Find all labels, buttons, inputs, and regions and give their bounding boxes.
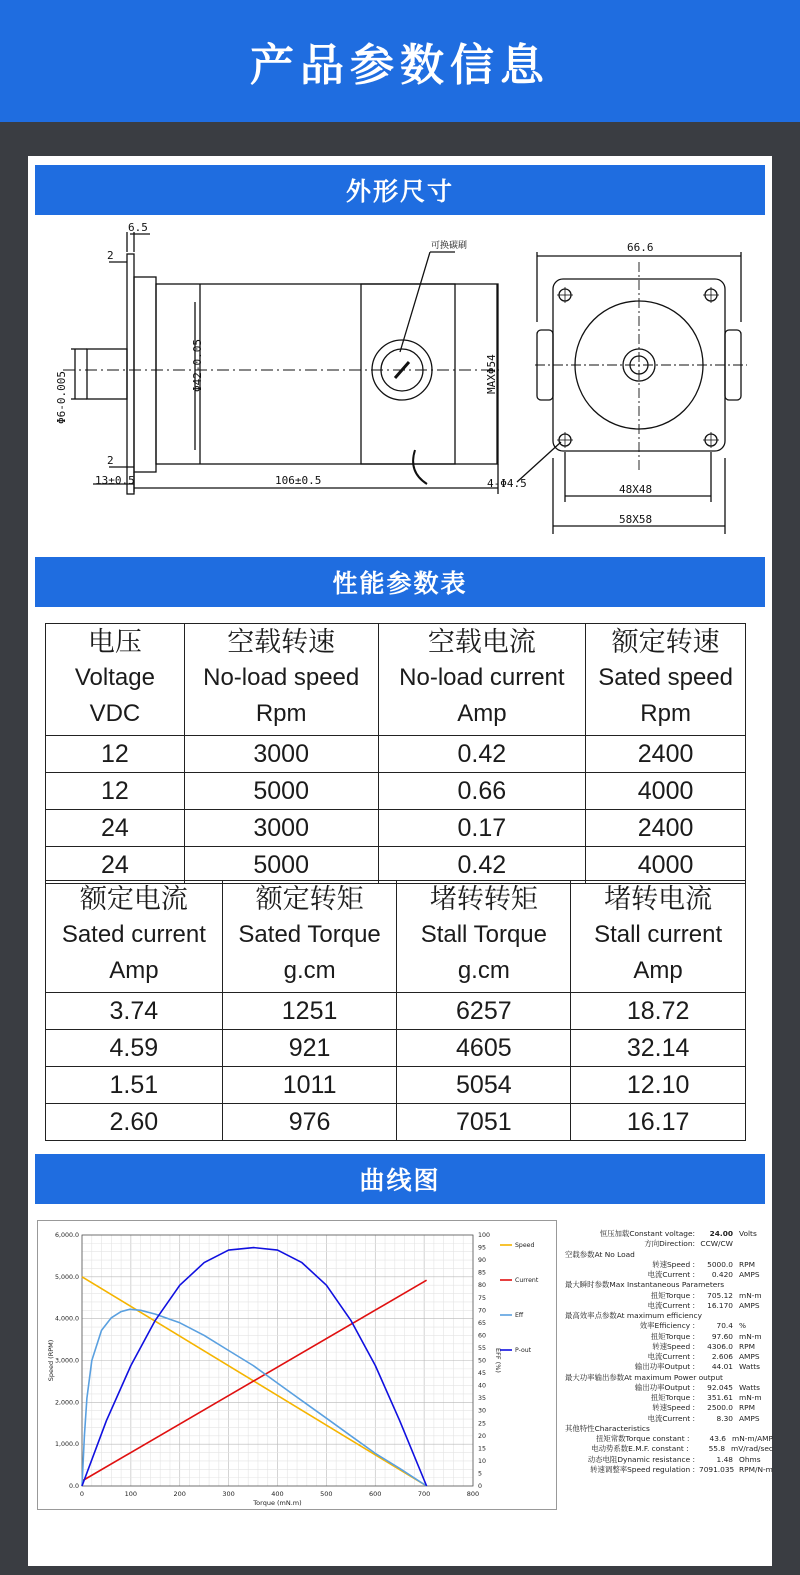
param-label: 扭矩Torque : — [650, 1290, 695, 1300]
param-row — [563, 1373, 773, 1383]
param-row — [563, 1332, 773, 1342]
chart-svg — [38, 1221, 556, 1509]
y-tick-label: 1,000.0 — [54, 1441, 79, 1449]
x-tick-label: 200 — [173, 1490, 186, 1498]
dim-2-bot: 2 — [107, 454, 114, 467]
legend-label-speed: Speed — [515, 1242, 535, 1249]
param-row — [563, 1424, 773, 1434]
param-value: 97.60 — [711, 1331, 733, 1341]
y2-tick-label: 0 — [478, 1483, 483, 1490]
table-row: 1.51 1011 5054 12.10 — [46, 1067, 746, 1104]
y-tick-label: 4,000.0 — [54, 1315, 79, 1323]
spec-table-2 — [45, 880, 746, 1141]
param-row — [563, 1321, 773, 1331]
section-title-performance: 性能参数表 — [332, 569, 468, 598]
y2-tick-label: 80 — [478, 1282, 487, 1290]
table-row: 12 3000 0.42 2400 — [46, 736, 746, 773]
param-unit: mN-m — [739, 1290, 762, 1300]
param-label: 电流Current : — [647, 1352, 695, 1361]
header-sated-current: 额定电流 Sated current Amp — [46, 881, 223, 993]
param-row — [563, 1270, 773, 1280]
param-row — [563, 1250, 773, 1260]
param-row — [563, 1280, 773, 1290]
param-label: 转速Speed : — [652, 1341, 695, 1351]
param-value: CCW/CW — [700, 1239, 733, 1249]
header-stall-current: 堵转电流 Stall current Amp — [571, 881, 746, 993]
param-unit: % — [739, 1321, 747, 1331]
param-unit: AMPS — [739, 1352, 760, 1361]
y2-tick-label: 15 — [478, 1445, 487, 1453]
param-unit — [733, 1239, 739, 1249]
table-row: 24 3000 0.17 2400 — [46, 810, 746, 847]
param-label: 方向Direction: — [644, 1239, 695, 1249]
dim-flange-dia: Φ42-0.05 — [191, 339, 204, 392]
param-label: 电流Current : — [647, 1413, 695, 1423]
y2-tick-label: 30 — [478, 1407, 487, 1415]
x-tick-label: 600 — [369, 1490, 382, 1498]
dim-max-dia: MAXΦ54 — [485, 354, 498, 394]
param-value: 7091.035 — [699, 1464, 735, 1474]
brush-housing — [361, 284, 455, 464]
table-row: 3.74 1251 6257 18.72 — [46, 993, 746, 1030]
header-sated-speed: 额定转速 Sated speed Rpm — [586, 624, 746, 736]
y2-tick-label: 75 — [478, 1294, 487, 1302]
param-row — [563, 1393, 773, 1403]
section-header-performance — [35, 557, 765, 607]
param-unit: AMPS — [739, 1300, 760, 1310]
param-heading: 最大瞬时参数Max Instantaneous Parameters — [565, 1280, 725, 1290]
param-label: 输出功率Output : — [634, 1382, 695, 1392]
param-unit: RPM — [739, 1341, 755, 1351]
dimension-drawing — [35, 222, 765, 540]
param-value: 70.4 — [716, 1321, 733, 1331]
param-row — [563, 1465, 773, 1475]
param-row — [563, 1342, 773, 1352]
param-label: 恒压加载Constant voltage: — [599, 1229, 695, 1238]
param-row — [563, 1291, 773, 1301]
param-label: 电流Current : — [647, 1300, 695, 1310]
dim-13: 13±0.5 — [95, 474, 135, 487]
param-unit: Ohms — [739, 1454, 761, 1464]
param-row — [563, 1403, 773, 1413]
param-row — [563, 1444, 773, 1454]
y-tick-label: 3,000.0 — [54, 1357, 79, 1365]
y-axis-label: Speed (RPM) — [47, 1339, 55, 1382]
dim-106: 106±0.5 — [275, 474, 322, 487]
x-tick-label: 800 — [466, 1490, 480, 1498]
param-label: 转速调整率Speed regulation : — [590, 1464, 695, 1474]
section-header-dimensions — [35, 165, 765, 215]
dim-6-5: 6.5 — [128, 222, 148, 234]
y2-axis-label: EFF (%) — [494, 1348, 502, 1373]
header-noload-speed: 空载转速 No-load speed Rpm — [184, 624, 378, 736]
param-row — [563, 1455, 773, 1465]
param-row — [563, 1362, 773, 1372]
shaft — [87, 349, 127, 399]
param-value: 705.12 — [707, 1290, 733, 1300]
flange-step — [134, 277, 156, 472]
param-label: 扭矩Torque : — [650, 1393, 695, 1402]
param-row — [563, 1352, 773, 1362]
param-row — [563, 1434, 773, 1444]
param-unit: Volts — [739, 1229, 757, 1238]
param-value: 44.01 — [711, 1362, 733, 1372]
param-value: 351.61 — [707, 1393, 733, 1402]
table-row: 2.60 976 7051 16.17 — [46, 1104, 746, 1141]
param-unit: Watts — [739, 1362, 761, 1372]
param-heading: 最大功率输出参数At maximum Power output — [565, 1372, 723, 1382]
header-stall-torque: 堵转转矩 Stall Torque g.cm — [397, 881, 571, 993]
y2-tick-label: 35 — [478, 1395, 487, 1403]
y2-tick-label: 45 — [478, 1370, 487, 1378]
param-value: 16.170 — [707, 1300, 733, 1310]
dim-66-6: 66.6 — [627, 241, 654, 254]
param-unit: mN-m/AMP — [732, 1434, 773, 1443]
param-row — [563, 1311, 773, 1321]
header-noload-current: 空载电流 No-load current Amp — [378, 624, 586, 736]
param-value: 8.30 — [716, 1413, 733, 1423]
top-banner — [0, 0, 800, 122]
y2-tick-label: 25 — [478, 1420, 487, 1428]
y2-tick-label: 20 — [478, 1432, 487, 1440]
y2-tick-label: 100 — [478, 1232, 491, 1239]
y2-tick-label: 5 — [478, 1470, 483, 1478]
y2-tick-label: 95 — [478, 1244, 487, 1252]
param-value: 2.606 — [711, 1352, 733, 1361]
param-value: 92.045 — [707, 1382, 733, 1392]
y2-tick-label: 65 — [478, 1319, 487, 1327]
param-value: 4306.0 — [707, 1341, 733, 1351]
param-row — [563, 1414, 773, 1424]
y-tick-label: 6,000.0 — [54, 1232, 79, 1239]
parameter-list — [563, 1229, 773, 1475]
param-value: 43.6 — [709, 1434, 727, 1443]
header-sated-torque: 额定转矩 Sated Torque g.cm — [222, 881, 397, 993]
table-row: 12 5000 0.66 4000 — [46, 773, 746, 810]
param-unit: RPM/N-m — [739, 1464, 773, 1474]
param-row — [563, 1260, 773, 1270]
x-tick-label: 300 — [222, 1490, 235, 1498]
y2-tick-label: 40 — [478, 1382, 487, 1390]
param-heading: 其他特性Characteristics — [565, 1423, 650, 1433]
y2-tick-label: 55 — [478, 1344, 487, 1352]
x-tick-label: 0 — [79, 1490, 85, 1498]
param-value: 2500.0 — [707, 1403, 733, 1413]
dim-58: 58X58 — [619, 513, 653, 526]
table-row: 4.59 921 4605 32.14 — [46, 1030, 746, 1067]
param-label: 扭矩Torque : — [650, 1331, 695, 1341]
section-title-curves: 曲线图 — [359, 1166, 441, 1195]
x-tick-label: 100 — [124, 1490, 138, 1498]
spec-table-1 — [45, 623, 746, 884]
param-value: 24.00 — [709, 1229, 733, 1238]
param-unit: RPM — [739, 1259, 755, 1269]
param-row — [563, 1229, 773, 1239]
param-label: 动态电阻Dynamic resistance : — [587, 1454, 695, 1464]
param-label: 转速Speed : — [652, 1259, 695, 1269]
legend-label-p-out: P-out — [515, 1347, 532, 1354]
y2-tick-label: 50 — [478, 1357, 487, 1365]
param-unit: mV/rad/sec — [731, 1444, 773, 1454]
y-tick-label: 0.0 — [68, 1483, 79, 1490]
x-tick-label: 400 — [271, 1490, 284, 1498]
param-value: 5000.0 — [707, 1259, 733, 1269]
table-row: 24 5000 0.42 4000 — [46, 847, 746, 884]
x-tick-label: 700 — [417, 1490, 431, 1498]
y-tick-label: 2,000.0 — [54, 1399, 79, 1407]
param-value: 1.48 — [716, 1454, 733, 1464]
param-unit: RPM — [739, 1403, 755, 1413]
legend-label-current: Current — [515, 1277, 539, 1284]
param-row — [563, 1301, 773, 1311]
page-title: 产品参数信息 — [250, 40, 550, 91]
param-unit: AMPS — [739, 1413, 760, 1423]
y-tick-label: 5,000.0 — [54, 1273, 79, 1281]
param-unit: AMPS — [739, 1270, 760, 1279]
y2-tick-label: 10 — [478, 1457, 487, 1465]
param-label: 转速Speed : — [652, 1403, 695, 1413]
dim-48: 48X48 — [619, 483, 653, 496]
flange — [127, 254, 134, 494]
section-title-dimensions: 外形尺寸 — [345, 177, 454, 206]
y2-tick-label: 90 — [478, 1257, 487, 1265]
y2-tick-label: 70 — [478, 1307, 487, 1315]
param-heading: 空载参数At No Load — [565, 1249, 635, 1259]
dim-holes: 4-Φ4.5 — [487, 477, 527, 490]
param-value: 0.420 — [711, 1270, 733, 1279]
param-label: 电动势系数E.M.F. constant : — [591, 1444, 689, 1454]
x-tick-label: 500 — [320, 1490, 333, 1498]
param-label: 扭矩常数Torque constant : — [595, 1434, 690, 1443]
y2-tick-label: 60 — [478, 1332, 487, 1340]
x-axis-label: Torque (mN.m) — [253, 1499, 302, 1507]
motor-body — [156, 284, 498, 464]
param-label: 电流Current : — [647, 1270, 695, 1279]
performance-chart — [37, 1220, 557, 1510]
param-unit: mN-m — [739, 1393, 762, 1402]
section-header-curves — [35, 1154, 765, 1204]
header-voltage: 电压 Voltage VDC — [46, 624, 185, 736]
y2-tick-label: 85 — [478, 1269, 487, 1277]
dim-2-top: 2 — [107, 249, 114, 262]
legend-label-eff: Eff — [515, 1312, 524, 1319]
param-label: 效率Efficiency : — [639, 1321, 695, 1331]
param-heading: 最高效率点参数At maximum efficiency — [565, 1311, 702, 1320]
param-unit: Watts — [739, 1382, 761, 1392]
param-row — [563, 1383, 773, 1393]
series-line-eff — [82, 1309, 427, 1486]
brush-label: 可换碳刷 — [431, 241, 468, 251]
param-label: 输出功率Output : — [634, 1362, 695, 1372]
dim-shaft-dia: Φ6-0.005 — [55, 371, 68, 424]
param-unit: mN-m — [739, 1331, 762, 1341]
param-value: 55.8 — [708, 1444, 726, 1454]
param-row — [563, 1239, 773, 1249]
